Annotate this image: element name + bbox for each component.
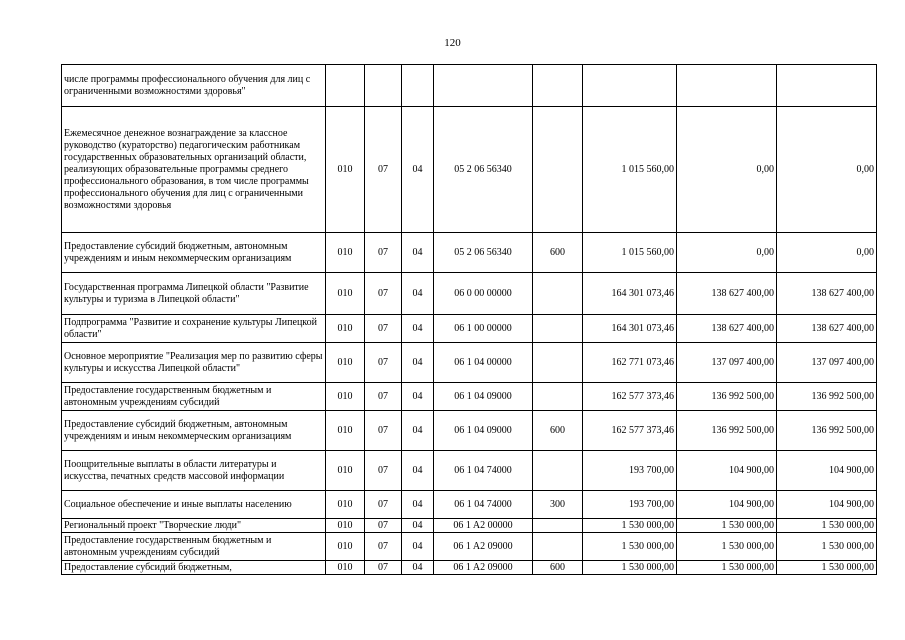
row-target-article: 06 1 A2 00000 [434, 519, 533, 533]
row-subsection: 04 [402, 383, 434, 411]
row-amount-year2: 104 900,00 [677, 451, 777, 491]
row-amount-year1: 193 700,00 [583, 451, 677, 491]
table-row [62, 519, 877, 533]
row-amount-year3: 1 530 000,00 [777, 561, 877, 575]
row-amount-year2: 1 530 000,00 [677, 561, 777, 575]
row-name: Основное мероприятие "Реализация мер по развитию сферы культуры и искусства Липецкой области" [62, 343, 326, 383]
row-subsection: 04 [402, 273, 434, 315]
row-subsection: 04 [402, 533, 434, 561]
row-amount-year2: 136 992 500,00 [677, 411, 777, 451]
row-subsection: 04 [402, 519, 434, 533]
row-expense-type: 600 [533, 561, 583, 575]
row-amount-year3: 1 530 000,00 [777, 533, 877, 561]
row-amount-year3 [777, 65, 877, 107]
row-section: 07 [365, 315, 402, 343]
row-target-article [434, 65, 533, 107]
row-amount-year1 [583, 65, 677, 107]
row-amount-year3: 137 097 400,00 [777, 343, 877, 383]
row-name: Подпрограмма "Развитие и сохранение культуры Липецкой области" [62, 315, 326, 343]
row-amount-year2: 138 627 400,00 [677, 273, 777, 315]
row-amount-year3: 1 530 000,00 [777, 519, 877, 533]
row-target-article: 06 0 00 00000 [434, 273, 533, 315]
row-amount-year2: 104 900,00 [677, 491, 777, 519]
row-amount-year1: 193 700,00 [583, 491, 677, 519]
row-section: 07 [365, 411, 402, 451]
row-amount-year3: 104 900,00 [777, 451, 877, 491]
row-amount-year3: 138 627 400,00 [777, 315, 877, 343]
row-amount-year2: 0,00 [677, 233, 777, 273]
page-number: 120 [444, 37, 461, 49]
row-expense-type: 600 [533, 411, 583, 451]
row-subsection: 04 [402, 343, 434, 383]
row-amount-year1: 162 771 073,46 [583, 343, 677, 383]
row-amount-year1: 1 015 560,00 [583, 107, 677, 233]
row-ministry-code: 010 [326, 533, 365, 561]
table-row [62, 65, 877, 107]
row-amount-year1: 162 577 373,46 [583, 411, 677, 451]
row-expense-type [533, 343, 583, 383]
row-amount-year3: 104 900,00 [777, 491, 877, 519]
row-ministry-code: 010 [326, 451, 365, 491]
row-amount-year1: 1 015 560,00 [583, 233, 677, 273]
row-subsection: 04 [402, 411, 434, 451]
row-target-article: 05 2 06 56340 [434, 107, 533, 233]
row-ministry-code [326, 65, 365, 107]
row-amount-year3: 0,00 [777, 107, 877, 233]
table-row [62, 343, 877, 383]
table-row [62, 451, 877, 491]
row-amount-year2: 1 530 000,00 [677, 533, 777, 561]
row-subsection: 04 [402, 315, 434, 343]
row-expense-type [533, 519, 583, 533]
row-target-article: 06 1 04 74000 [434, 451, 533, 491]
row-section: 07 [365, 519, 402, 533]
table-row [62, 315, 877, 343]
row-subsection: 04 [402, 451, 434, 491]
row-section: 07 [365, 383, 402, 411]
row-section: 07 [365, 273, 402, 315]
row-target-article: 05 2 06 56340 [434, 233, 533, 273]
row-expense-type [533, 533, 583, 561]
row-subsection: 04 [402, 233, 434, 273]
row-target-article: 06 1 04 09000 [434, 411, 533, 451]
table-row [62, 107, 877, 233]
table-row [62, 233, 877, 273]
row-expense-type [533, 451, 583, 491]
row-ministry-code: 010 [326, 273, 365, 315]
row-subsection: 04 [402, 491, 434, 519]
row-section: 07 [365, 491, 402, 519]
row-name: Региональный проект "Творческие люди" [62, 519, 326, 533]
table-row [62, 383, 877, 411]
row-amount-year3: 138 627 400,00 [777, 273, 877, 315]
row-amount-year1: 1 530 000,00 [583, 519, 677, 533]
row-name: Предоставление государственным бюджетным и автономным учреждениям субсидий [62, 383, 326, 411]
row-ministry-code: 010 [326, 107, 365, 233]
row-ministry-code: 010 [326, 343, 365, 383]
row-ministry-code: 010 [326, 519, 365, 533]
row-target-article: 06 1 A2 09000 [434, 561, 533, 575]
row-name: Государственная программа Липецкой области "Развитие культуры и туризма в Липецкой области" [62, 273, 326, 315]
row-name: Предоставление субсидий бюджетным, автономным учреждениям и иным некоммерческим организациям [62, 233, 326, 273]
row-amount-year1: 1 530 000,00 [583, 561, 677, 575]
row-target-article: 06 1 04 74000 [434, 491, 533, 519]
row-ministry-code: 010 [326, 411, 365, 451]
row-name: Поощрительные выплаты в области литературы и искусства, печатных средств массовой информации [62, 451, 326, 491]
row-amount-year2: 137 097 400,00 [677, 343, 777, 383]
row-section: 07 [365, 233, 402, 273]
row-expense-type [533, 107, 583, 233]
row-section: 07 [365, 561, 402, 575]
row-expense-type: 300 [533, 491, 583, 519]
table-row [62, 273, 877, 315]
row-section: 07 [365, 343, 402, 383]
row-amount-year3: 0,00 [777, 233, 877, 273]
row-name: Предоставление государственным бюджетным и автономным учреждениям субсидий [62, 533, 326, 561]
row-ministry-code: 010 [326, 383, 365, 411]
row-ministry-code: 010 [326, 315, 365, 343]
row-name: Социальное обеспечение и иные выплаты населению [62, 491, 326, 519]
row-section [365, 65, 402, 107]
row-ministry-code: 010 [326, 561, 365, 575]
budget-table [61, 64, 877, 575]
row-target-article: 06 1 04 00000 [434, 343, 533, 383]
row-target-article: 06 1 A2 09000 [434, 533, 533, 561]
row-section: 07 [365, 107, 402, 233]
table-row [62, 491, 877, 519]
row-target-article: 06 1 00 00000 [434, 315, 533, 343]
row-name: Предоставление субсидий бюджетным, автономным учреждениям и иным некоммерческим организациям [62, 411, 326, 451]
row-expense-type [533, 383, 583, 411]
table-row [62, 533, 877, 561]
row-amount-year1: 162 577 373,46 [583, 383, 677, 411]
row-name: числе программы профессионального обучения для лиц с ограниченными возможностями здоровья" [62, 65, 326, 107]
row-section: 07 [365, 451, 402, 491]
row-amount-year1: 1 530 000,00 [583, 533, 677, 561]
row-subsection: 04 [402, 107, 434, 233]
row-name: Ежемесячное денежное вознаграждение за классное руководство (кураторство) педагогическим работникам государственных образовательных организаций области, реализующих образовательные программы среднего профессионального образования, в том числе программы профессионального обучения для лиц с ограниченными возможностями здоровья [62, 107, 326, 233]
row-amount-year2: 138 627 400,00 [677, 315, 777, 343]
row-amount-year3: 136 992 500,00 [777, 383, 877, 411]
row-target-article: 06 1 04 09000 [434, 383, 533, 411]
row-expense-type [533, 65, 583, 107]
row-subsection [402, 65, 434, 107]
row-amount-year1: 164 301 073,46 [583, 273, 677, 315]
table-row [62, 411, 877, 451]
table-row [62, 561, 877, 575]
row-ministry-code: 010 [326, 233, 365, 273]
row-expense-type [533, 315, 583, 343]
row-amount-year3: 136 992 500,00 [777, 411, 877, 451]
row-expense-type: 600 [533, 233, 583, 273]
row-name: Предоставление субсидий бюджетным, [62, 561, 326, 575]
row-section: 07 [365, 533, 402, 561]
row-amount-year2 [677, 65, 777, 107]
row-expense-type [533, 273, 583, 315]
row-amount-year1: 164 301 073,46 [583, 315, 677, 343]
row-subsection: 04 [402, 561, 434, 575]
row-ministry-code: 010 [326, 491, 365, 519]
row-amount-year2: 136 992 500,00 [677, 383, 777, 411]
row-amount-year2: 0,00 [677, 107, 777, 233]
row-amount-year2: 1 530 000,00 [677, 519, 777, 533]
